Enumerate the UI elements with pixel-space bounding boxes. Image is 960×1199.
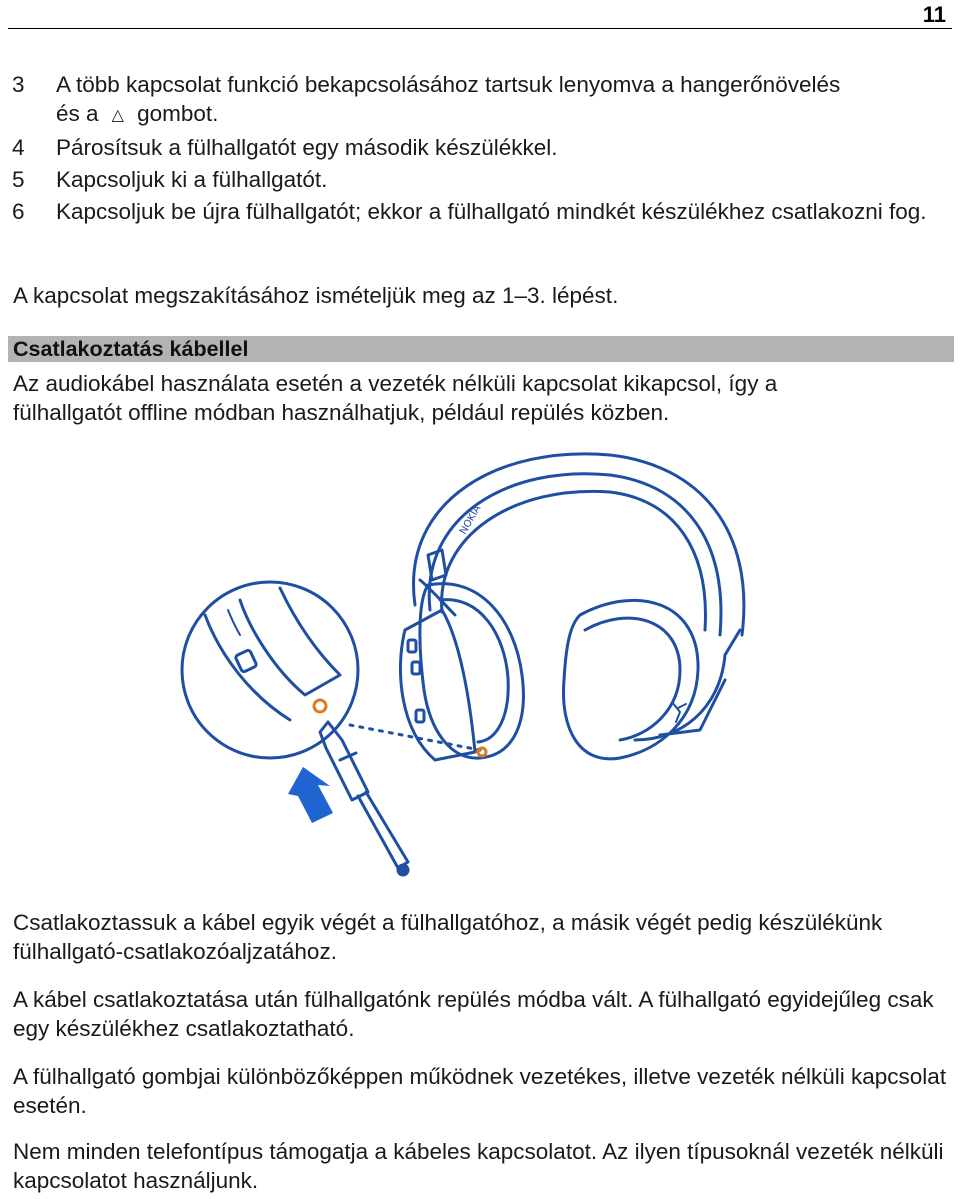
header-rule (8, 28, 952, 29)
paragraph: Csatlakoztassuk a kábel egyik végét a fülhallgatóhoz, a másik végét pedig készülékünk fülhallgató-csatlakozóaljzatához. (13, 910, 883, 964)
step-list (12, 70, 952, 229)
step-text: Kapcsoljuk be újra fülhallgatót; ekkor a fülhallgató mindkét készülékhez csatlakozni fog. (56, 199, 927, 224)
page-number: 11 (922, 2, 946, 27)
paragraph: A fülhallgató gombjai különbözőképpen működnek vezetékes, illetve vezeték nélküli kapcsolat esetén. (13, 1064, 947, 1118)
step-number: 3 (12, 72, 25, 97)
step-number: 4 (12, 135, 25, 160)
insert-arrow-icon (288, 767, 333, 823)
brand-text: NOKIA (458, 503, 484, 537)
list-item (12, 133, 952, 162)
headphones-with-audio-cable-illustration (180, 440, 760, 890)
section-header (8, 336, 954, 362)
list-item (12, 70, 952, 130)
note-text: A kapcsolat megszakításához ismételjük meg az 1–3. lépést. (13, 283, 619, 308)
list-item (12, 197, 952, 226)
step-text: A több kapcsolat funkció bekapcsolásához tartsuk lenyomva a hangerőnövelés és a △ gombot. (56, 70, 952, 130)
list-item (12, 165, 952, 194)
section-title: Csatlakoztatás kábellel (13, 337, 249, 361)
section-intro: Az audiokábel használata esetén a vezeték nélküli kapcsolat kikapcsol, így a fülhallgatót offline módban használhatjuk, például repülés közben. (13, 371, 778, 425)
paragraph: A kábel csatlakoztatása után fülhallgatónk repülés módba vált. A fülhallgató egyidejűleg csak egy készülékhez csatlakoztatható. (13, 987, 934, 1041)
step-number: 6 (12, 199, 25, 224)
step-number: 5 (12, 167, 25, 192)
paragraph: Nem minden telefontípus támogatja a kábeles kapcsolatot. Az ilyen típusoknál vezeték nélküli kapcsolatot használjunk. (13, 1139, 944, 1193)
step-text: Párosítsuk a fülhallgatót egy második készülékkel. (56, 135, 558, 160)
step-text: Kapcsoljuk ki a fülhallgatót. (56, 167, 328, 192)
volume-up-triangle-icon: △ (111, 107, 124, 124)
